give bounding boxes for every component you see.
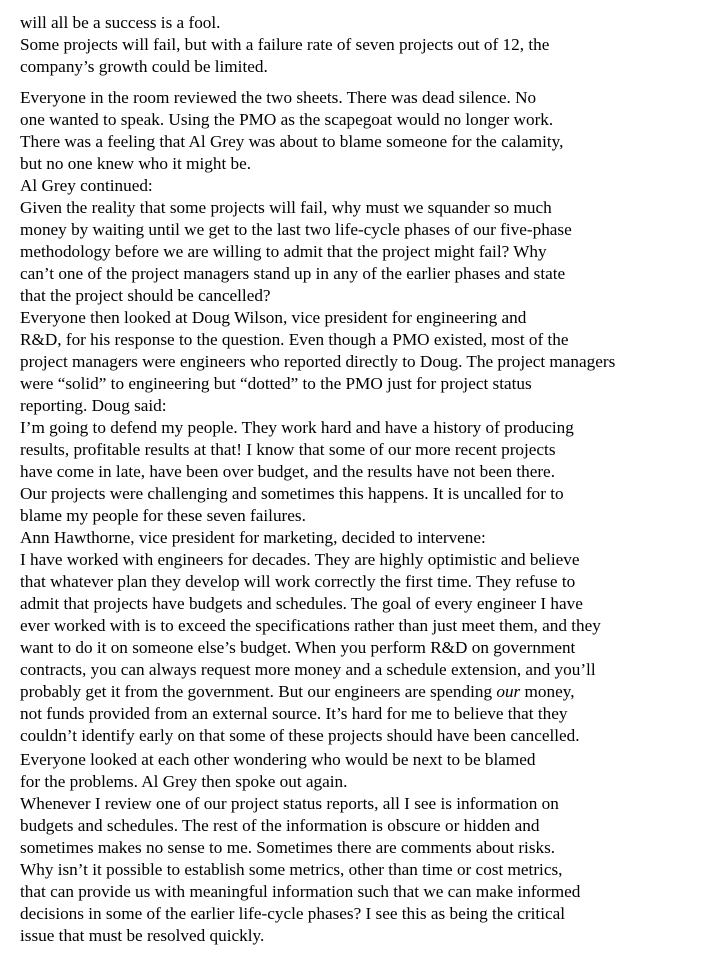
text-line: I’m going to defend my people. They work hard and have a history of producing	[20, 418, 574, 437]
text-line: decisions in some of the earlier life-cycle phases? I see this as being the critical	[20, 904, 566, 923]
text-line: that can provide us with meaningful information such that we can make informed	[20, 882, 581, 901]
text-line: that the project should be cancelled?	[20, 286, 271, 305]
text-line: Everyone then looked at Doug Wilson, vice president for engineering and	[20, 308, 527, 327]
text-line-with-emphasis	[20, 681, 695, 703]
text-line: Our projects were challenging and sometimes this happens. It is uncalled for to	[20, 484, 564, 503]
text-line: Al Grey continued:	[20, 176, 153, 195]
text-line: project managers were engineers who reported directly to Doug. The project managers	[20, 352, 616, 371]
text-run: money,	[520, 682, 575, 701]
text-line: blame my people for these seven failures.	[20, 506, 306, 525]
text-line: results, profitable results at that! I know that some of our more recent projects	[20, 440, 556, 459]
text-line: that whatever plan they develop will work correctly the first time. They refuse to	[20, 572, 576, 591]
text-line: Everyone in the room reviewed the two sheets. There was dead silence. No	[20, 88, 537, 107]
text-line: There was a feeling that Al Grey was about to blame someone for the calamity,	[20, 132, 564, 151]
text-line: not funds provided from an external source. It’s hard for me to believe that they	[20, 704, 568, 723]
text-line: were “solid” to engineering but “dotted” to the PMO just for project status	[20, 374, 532, 393]
text-line: want to do it on someone else’s budget. When you perform R&D on government	[20, 638, 576, 657]
text-line: for the problems. Al Grey then spoke out again.	[20, 772, 348, 791]
text-line: couldn’t identify early on that some of these projects should have been cancelled.	[20, 726, 580, 745]
text-line: Whenever I review one of our project status reports, all I see is information on	[20, 794, 559, 813]
text-line: sometimes makes no sense to me. Sometimes there are comments about risks.	[20, 838, 556, 857]
passage-meeting	[20, 87, 695, 747]
text-line: issue that must be resolved quickly.	[20, 926, 265, 945]
emphasis-word: our	[496, 682, 521, 701]
text-line: ever worked with is to exceed the specifications rather than just meet them, and they	[20, 616, 601, 635]
text-line: will all be a success is a fool.	[20, 13, 221, 32]
text-line: methodology before we are willing to admit that the project might fail? Why	[20, 242, 547, 261]
text-line: one wanted to speak. Using the PMO as the scapegoat would no longer work.	[20, 110, 554, 129]
text-line: I have worked with engineers for decades. They are highly optimistic and believe	[20, 550, 580, 569]
text-line: can’t one of the project managers stand up in any of the earlier phases and state	[20, 264, 566, 283]
text-line: budgets and schedules. The rest of the information is obscure or hidden and	[20, 816, 540, 835]
text-line: Ann Hawthorne, vice president for marketing, decided to intervene:	[20, 528, 486, 547]
text-line: company’s growth could be limited.	[20, 57, 268, 76]
text-line: have come in late, have been over budget, and the results have not been there.	[20, 462, 555, 481]
passage-closing	[20, 749, 695, 947]
text-line: Everyone looked at each other wondering who would be next to be blamed	[20, 750, 536, 769]
text-line: Some projects will fail, but with a failure rate of seven projects out of 12, the	[20, 35, 550, 54]
text-line: R&D, for his response to the question. Even though a PMO existed, most of the	[20, 330, 569, 349]
document-page	[20, 12, 695, 947]
passage-intro	[20, 12, 695, 78]
text-line: Why isn’t it possible to establish some metrics, other than time or cost metrics,	[20, 860, 563, 879]
paragraph-gap	[20, 78, 695, 87]
text-line: but no one knew who it might be.	[20, 154, 252, 173]
text-line: Given the reality that some projects will fail, why must we squander so much	[20, 198, 552, 217]
text-line: money by waiting until we get to the last two life-cycle phases of our five-phase	[20, 220, 572, 239]
text-line: admit that projects have budgets and schedules. The goal of every engineer I have	[20, 594, 583, 613]
text-line: contracts, you can always request more money and a schedule extension, and you’ll	[20, 660, 596, 679]
text-run: probably get it from the government. But our engineers are spending	[20, 682, 497, 701]
text-line: reporting. Doug said:	[20, 396, 167, 415]
